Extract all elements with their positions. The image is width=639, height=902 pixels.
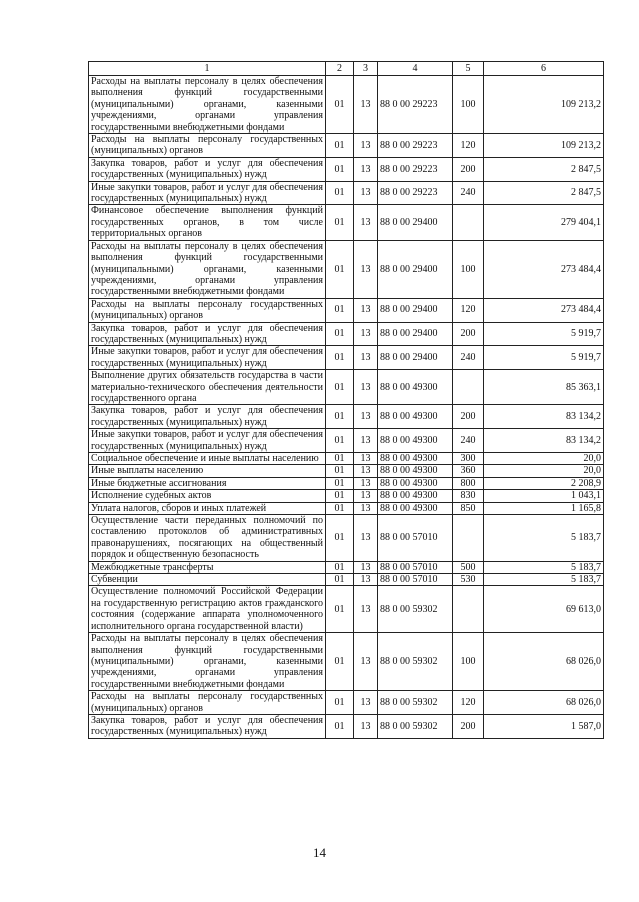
row-target-article-cell: 88 0 00 59302: [378, 691, 453, 715]
row-subsection-cell: 13: [354, 691, 378, 715]
table-row: [89, 502, 604, 514]
table-row: [89, 429, 604, 453]
row-target-article-cell: 88 0 00 57010: [378, 561, 453, 573]
row-target-article-cell: 88 0 00 29400: [378, 240, 453, 298]
row-subsection-cell: 13: [354, 714, 378, 738]
row-target-article-cell: 88 0 00 29223: [378, 76, 453, 134]
row-subsection-cell: 13: [354, 574, 378, 586]
row-target-article-cell: 88 0 00 29223: [378, 134, 453, 158]
row-section-cell: 01: [326, 477, 354, 489]
row-subsection-cell: 13: [354, 205, 378, 240]
row-target-article-cell: 88 0 00 29400: [378, 205, 453, 240]
row-target-article-cell: 88 0 00 59302: [378, 586, 453, 633]
row-target-article-cell: 88 0 00 57010: [378, 574, 453, 586]
table-row: [89, 346, 604, 370]
row-amount-cell: 69 613,0: [484, 586, 604, 633]
row-target-article-cell: 88 0 00 29223: [378, 181, 453, 205]
row-expense-type-cell: 100: [453, 240, 484, 298]
row-section-cell: 01: [326, 322, 354, 346]
row-amount-cell: 85 363,1: [484, 370, 604, 405]
page-number: 14: [313, 845, 326, 860]
row-expense-type-cell: 200: [453, 405, 484, 429]
table-row: [89, 561, 604, 573]
row-subsection-cell: 13: [354, 429, 378, 453]
row-expense-type-cell: 100: [453, 76, 484, 134]
row-amount-cell: 83 134,2: [484, 429, 604, 453]
table-row: [89, 453, 604, 465]
row-expense-type-cell: [453, 370, 484, 405]
row-amount-cell: 1 165,8: [484, 502, 604, 514]
row-expense-type-cell: 200: [453, 714, 484, 738]
row-target-article-cell: 88 0 00 29400: [378, 322, 453, 346]
row-section-cell: 01: [326, 453, 354, 465]
row-amount-cell: 5 183,7: [484, 561, 604, 573]
column-header: 1: [89, 62, 326, 76]
row-expense-type-cell: [453, 515, 484, 562]
row-expense-type-cell: 830: [453, 490, 484, 502]
row-subsection-cell: 13: [354, 490, 378, 502]
row-name-cell: Закупка товаров, работ и услуг для обеспечения государственных (муниципальных) нужд: [89, 405, 326, 429]
row-subsection-cell: 13: [354, 465, 378, 477]
row-subsection-cell: 13: [354, 370, 378, 405]
row-subsection-cell: 13: [354, 76, 378, 134]
row-expense-type-cell: 530: [453, 574, 484, 586]
row-name-cell: Межбюджетные трансферты: [89, 561, 326, 573]
row-name-cell: Закупка товаров, работ и услуг для обеспечения государственных (муниципальных) нужд: [89, 714, 326, 738]
row-amount-cell: 1 043,1: [484, 490, 604, 502]
table-row: [89, 322, 604, 346]
column-header: 3: [354, 62, 378, 76]
table-row: [89, 298, 604, 322]
row-name-cell: Финансовое обеспечение выполнения функций государственных органов, в том числе территориальных органов: [89, 205, 326, 240]
row-name-cell: Иные закупки товаров, работ и услуг для обеспечения государственных (муниципальных) нужд: [89, 181, 326, 205]
row-target-article-cell: 88 0 00 49300: [378, 502, 453, 514]
table-row: [89, 490, 604, 502]
row-name-cell: Выполнение других обязательств государства в части материально-технического обеспечения деятельности государственного органа: [89, 370, 326, 405]
row-section-cell: 01: [326, 633, 354, 691]
row-subsection-cell: 13: [354, 181, 378, 205]
table-row: [89, 181, 604, 205]
row-section-cell: 01: [326, 515, 354, 562]
row-expense-type-cell: 500: [453, 561, 484, 573]
row-expense-type-cell: 200: [453, 157, 484, 181]
row-expense-type-cell: [453, 586, 484, 633]
row-subsection-cell: 13: [354, 405, 378, 429]
row-section-cell: 01: [326, 502, 354, 514]
row-amount-cell: 273 484,4: [484, 240, 604, 298]
row-subsection-cell: 13: [354, 322, 378, 346]
row-section-cell: 01: [326, 429, 354, 453]
row-section-cell: 01: [326, 181, 354, 205]
row-amount-cell: 5 183,7: [484, 515, 604, 562]
row-amount-cell: 2 847,5: [484, 157, 604, 181]
row-name-cell: Иные выплаты населению: [89, 465, 326, 477]
row-expense-type-cell: 120: [453, 691, 484, 715]
row-target-article-cell: 88 0 00 57010: [378, 515, 453, 562]
table-header-row: [89, 62, 604, 76]
row-amount-cell: 5 183,7: [484, 574, 604, 586]
row-expense-type-cell: 120: [453, 298, 484, 322]
row-name-cell: Расходы на выплаты персоналу в целях обеспечения выполнения функций государственными (муниципальными) органами, казенными учреждениями, органами управления государственными внебюджетными фондами: [89, 76, 326, 134]
row-expense-type-cell: 240: [453, 346, 484, 370]
table-row: [89, 574, 604, 586]
table-row: [89, 477, 604, 489]
row-name-cell: Расходы на выплаты персоналу государственных (муниципальных) органов: [89, 298, 326, 322]
row-amount-cell: 109 213,2: [484, 134, 604, 158]
row-name-cell: Осуществление части переданных полномочий по составлению протоколов об административных правонарушениях, посягающих на общественный порядок и общественную безопасность: [89, 515, 326, 562]
row-name-cell: Социальное обеспечение и иные выплаты населению: [89, 453, 326, 465]
row-amount-cell: 273 484,4: [484, 298, 604, 322]
row-target-article-cell: 88 0 00 49300: [378, 477, 453, 489]
table-body: [89, 76, 604, 739]
row-section-cell: 01: [326, 574, 354, 586]
row-expense-type-cell: 850: [453, 502, 484, 514]
budget-table: [88, 61, 604, 739]
row-amount-cell: 20,0: [484, 453, 604, 465]
row-section-cell: 01: [326, 465, 354, 477]
row-expense-type-cell: [453, 205, 484, 240]
row-subsection-cell: 13: [354, 240, 378, 298]
row-section-cell: 01: [326, 134, 354, 158]
row-subsection-cell: 13: [354, 477, 378, 489]
row-target-article-cell: 88 0 00 29400: [378, 346, 453, 370]
row-target-article-cell: 88 0 00 49300: [378, 370, 453, 405]
row-subsection-cell: 13: [354, 633, 378, 691]
row-amount-cell: 83 134,2: [484, 405, 604, 429]
row-section-cell: 01: [326, 561, 354, 573]
row-section-cell: 01: [326, 205, 354, 240]
row-amount-cell: 1 587,0: [484, 714, 604, 738]
row-subsection-cell: 13: [354, 453, 378, 465]
table-row: [89, 691, 604, 715]
row-section-cell: 01: [326, 405, 354, 429]
column-header: 4: [378, 62, 453, 76]
row-name-cell: Исполнение судебных актов: [89, 490, 326, 502]
row-expense-type-cell: 200: [453, 322, 484, 346]
row-subsection-cell: 13: [354, 502, 378, 514]
row-amount-cell: 2 847,5: [484, 181, 604, 205]
table-row: [89, 714, 604, 738]
row-expense-type-cell: 300: [453, 453, 484, 465]
row-section-cell: 01: [326, 586, 354, 633]
row-section-cell: 01: [326, 240, 354, 298]
row-section-cell: 01: [326, 157, 354, 181]
row-subsection-cell: 13: [354, 586, 378, 633]
row-target-article-cell: 88 0 00 49300: [378, 405, 453, 429]
table-row: [89, 157, 604, 181]
row-name-cell: Расходы на выплаты персоналу в целях обеспечения выполнения функций государственными (муниципальными) органами, казенными учреждениями, органами управления государственными внебюджетными фондами: [89, 633, 326, 691]
row-subsection-cell: 13: [354, 346, 378, 370]
table-row: [89, 515, 604, 562]
row-name-cell: Расходы на выплаты персоналу государственных (муниципальных) органов: [89, 134, 326, 158]
row-name-cell: Иные закупки товаров, работ и услуг для обеспечения государственных (муниципальных) нужд: [89, 346, 326, 370]
row-amount-cell: 279 404,1: [484, 205, 604, 240]
row-target-article-cell: 88 0 00 59302: [378, 714, 453, 738]
column-header: 6: [484, 62, 604, 76]
row-target-article-cell: 88 0 00 29400: [378, 298, 453, 322]
row-name-cell: Закупка товаров, работ и услуг для обеспечения государственных (муниципальных) нужд: [89, 157, 326, 181]
row-subsection-cell: 13: [354, 515, 378, 562]
row-section-cell: 01: [326, 298, 354, 322]
row-name-cell: Уплата налогов, сборов и иных платежей: [89, 502, 326, 514]
row-subsection-cell: 13: [354, 157, 378, 181]
column-header: 2: [326, 62, 354, 76]
table-row: [89, 205, 604, 240]
table-row: [89, 370, 604, 405]
row-amount-cell: 68 026,0: [484, 633, 604, 691]
row-section-cell: 01: [326, 490, 354, 502]
row-section-cell: 01: [326, 691, 354, 715]
table-row: [89, 76, 604, 134]
row-target-article-cell: 88 0 00 59302: [378, 633, 453, 691]
row-subsection-cell: 13: [354, 298, 378, 322]
row-expense-type-cell: 800: [453, 477, 484, 489]
row-target-article-cell: 88 0 00 49300: [378, 429, 453, 453]
row-name-cell: Закупка товаров, работ и услуг для обеспечения государственных (муниципальных) нужд: [89, 322, 326, 346]
table-row: [89, 134, 604, 158]
column-header: 5: [453, 62, 484, 76]
row-name-cell: Иные бюджетные ассигнования: [89, 477, 326, 489]
row-section-cell: 01: [326, 346, 354, 370]
row-amount-cell: 109 213,2: [484, 76, 604, 134]
table-row: [89, 633, 604, 691]
table-row: [89, 465, 604, 477]
row-name-cell: Расходы на выплаты персоналу в целях обеспечения выполнения функций государственными (муниципальными) органами, казенными учреждениями, органами управления государственными внебюджетными фондами: [89, 240, 326, 298]
row-name-cell: Иные закупки товаров, работ и услуг для обеспечения государственных (муниципальных) нужд: [89, 429, 326, 453]
row-expense-type-cell: 360: [453, 465, 484, 477]
row-amount-cell: 2 208,9: [484, 477, 604, 489]
row-subsection-cell: 13: [354, 134, 378, 158]
row-target-article-cell: 88 0 00 29223: [378, 157, 453, 181]
row-subsection-cell: 13: [354, 561, 378, 573]
row-amount-cell: 5 919,7: [484, 322, 604, 346]
row-section-cell: 01: [326, 76, 354, 134]
row-section-cell: 01: [326, 714, 354, 738]
row-amount-cell: 5 919,7: [484, 346, 604, 370]
row-amount-cell: 68 026,0: [484, 691, 604, 715]
row-expense-type-cell: 100: [453, 633, 484, 691]
table-row: [89, 405, 604, 429]
row-amount-cell: 20,0: [484, 465, 604, 477]
row-name-cell: Субвенции: [89, 574, 326, 586]
row-expense-type-cell: 120: [453, 134, 484, 158]
table-row: [89, 586, 604, 633]
row-expense-type-cell: 240: [453, 181, 484, 205]
row-expense-type-cell: 240: [453, 429, 484, 453]
row-target-article-cell: 88 0 00 49300: [378, 453, 453, 465]
row-name-cell: Осуществление полномочий Российской Федерации на государственную регистрацию актов гражданского состояния (содержание аппарата уполномоченного исполнительного органа государственной власти): [89, 586, 326, 633]
row-name-cell: Расходы на выплаты персоналу государственных (муниципальных) органов: [89, 691, 326, 715]
row-target-article-cell: 88 0 00 49300: [378, 465, 453, 477]
row-section-cell: 01: [326, 370, 354, 405]
table-row: [89, 240, 604, 298]
row-target-article-cell: 88 0 00 49300: [378, 490, 453, 502]
